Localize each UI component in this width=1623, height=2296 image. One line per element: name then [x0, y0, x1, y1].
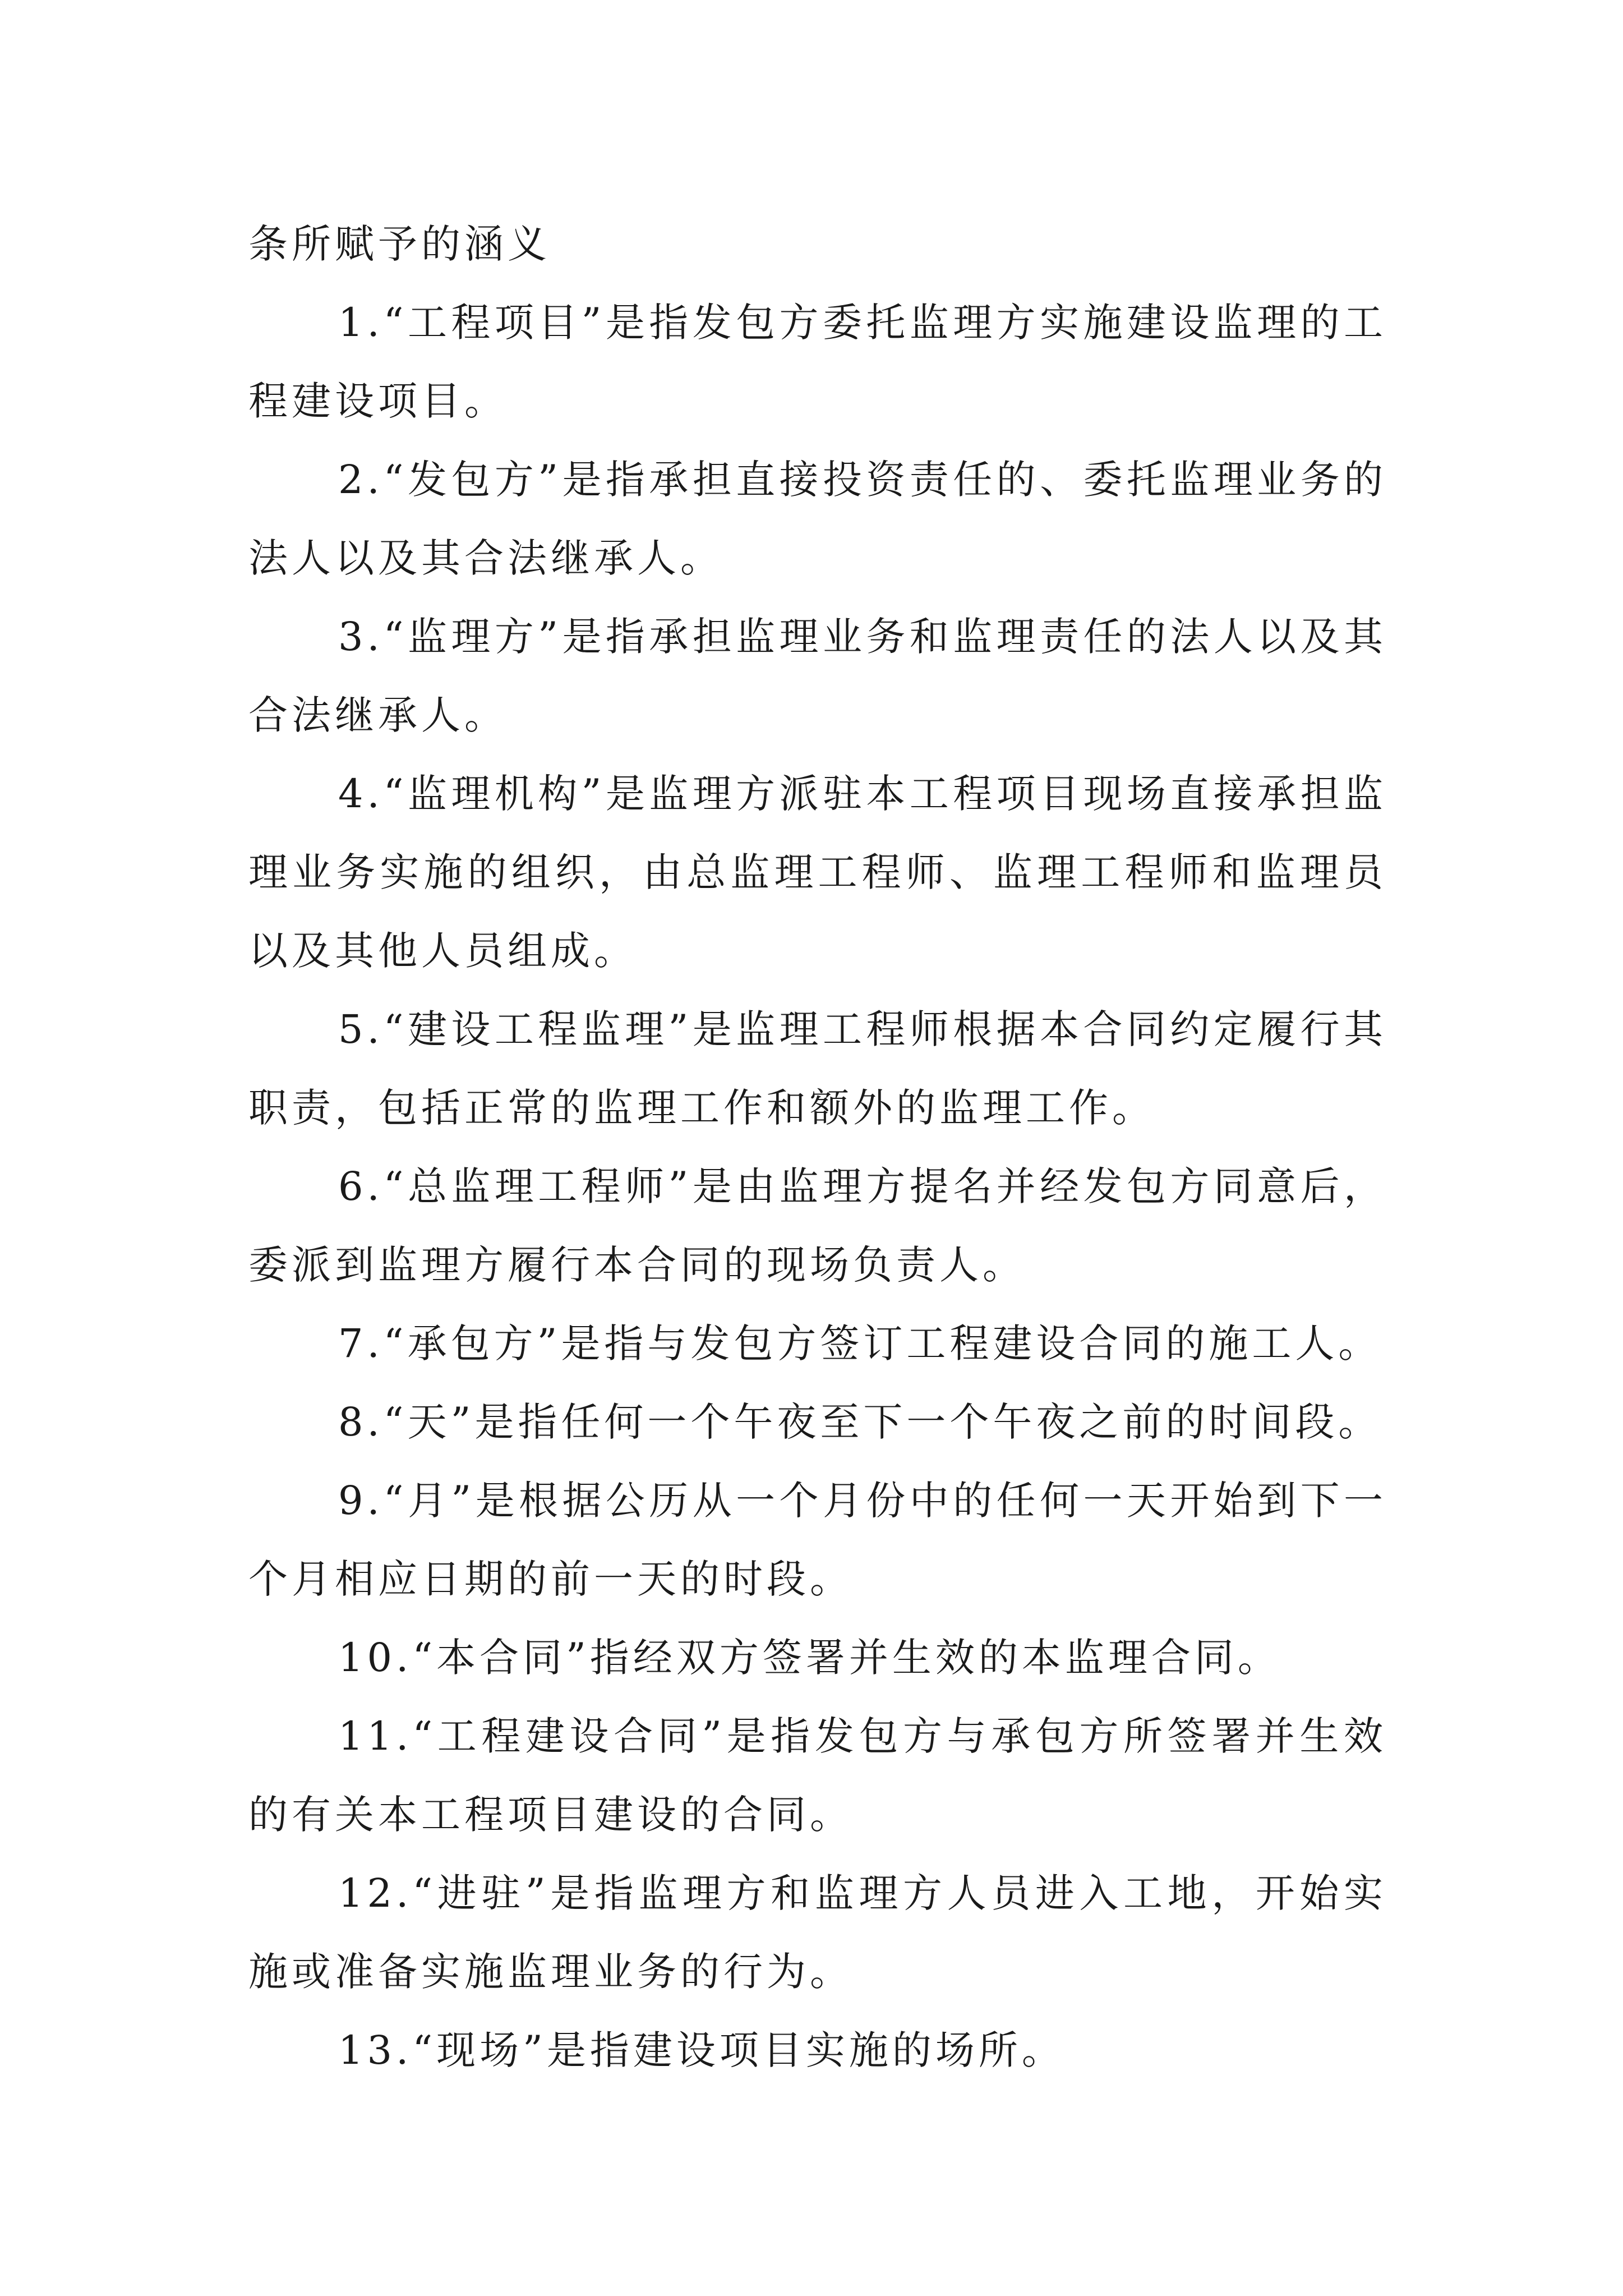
definition-2: 2.“发包方”是指承担直接投资责任的、委托监理业务的法人以及其合法继承人。 [248, 457, 1387, 581]
definition-12: 12.“进驻”是指监理方和监理方人员进入工地，开始实施或准备实施监理业务的行为。 [248, 1870, 1387, 1995]
definition-10: 10.“本合同”指经双方签署并生效的本监理合同。 [338, 1635, 1281, 1681]
lead-line: 条所赋予的涵义 [248, 221, 551, 267]
definition-3: 3.“监理方”是指承担监理业务和监理责任的法人以及其合法继承人。 [248, 614, 1387, 738]
definition-11: 11.“工程建设合同”是指发包方与承包方所签署并生效的有关本工程项目建设的合同。 [248, 1713, 1387, 1838]
definition-7: 7.“承包方”是指与发包方签订工程建设合同的施工人。 [338, 1320, 1382, 1366]
definition-6: 6.“总监理工程师”是由监理方提名并经发包方同意后，委派到监理方履行本合同的现场负责人。 [248, 1163, 1387, 1288]
definition-8: 8.“天”是指任何一个午夜至下一个午夜之前的时间段。 [338, 1399, 1382, 1445]
document-body [248, 205, 1387, 2090]
definition-13: 13.“现场”是指建设项目实施的场所。 [338, 2027, 1065, 2073]
definition-4: 4.“监理机构”是监理方派驻本工程项目现场直接承担监理业务实施的组织，由总监理工程师、监理工程师和监理员以及其他人员组成。 [248, 771, 1387, 974]
definition-1: 1.“工程项目”是指发包方委托监理方实施建设监理的工程建设项目。 [248, 300, 1387, 424]
definition-9: 9.“月”是根据公历从一个月份中的任何一天开始到下一个月相应日期的前一天的时段。 [248, 1478, 1387, 1602]
definition-5: 5.“建设工程监理”是监理工程师根据本合同约定履行其职责，包括正常的监理工作和额外的监理工作。 [248, 1006, 1387, 1131]
